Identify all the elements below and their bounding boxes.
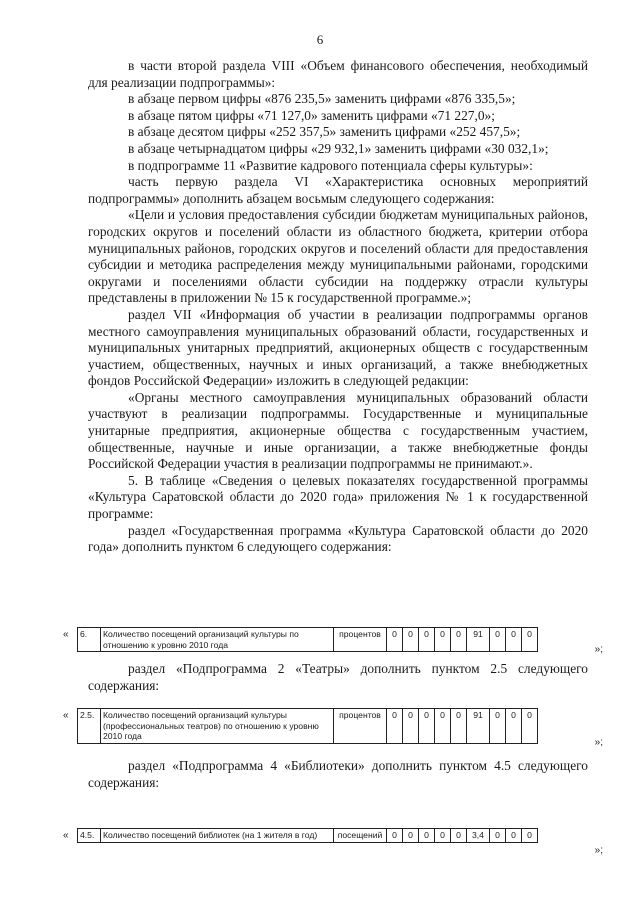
value-cell: 0 xyxy=(506,628,522,652)
table-row xyxy=(78,829,538,843)
close-quote: »; xyxy=(594,644,603,655)
value-cell: 0 xyxy=(403,628,419,652)
indicator-name: Количество посещений библиотек (на 1 жителя в год) xyxy=(101,829,334,843)
paragraph: часть первую раздела VI «Характеристика основных мероприятий подпрограммы» дополнить абзацем восьмым следующего содержания: xyxy=(88,174,588,206)
paragraph: в абзаце четырнадцатом цифры «29 932,1» заменить цифрами «30 032,1»; xyxy=(128,140,549,156)
value-cell: 0 xyxy=(451,829,467,843)
row-number: 6. xyxy=(78,628,101,652)
paragraph: раздел «Подпрограмма 4 «Библиотеки» дополнить пунктом 4.5 следующего содержания: xyxy=(88,758,588,790)
paragraph: в абзаце первом цифры «876 235,5» заменить цифрами «876 335,5»; xyxy=(128,91,516,107)
value-cell: 0 xyxy=(435,709,451,744)
paragraph: в части второй раздела VIII «Объем финансового обеспечения, необходимый для реализации подпрограммы»: xyxy=(88,58,588,90)
open-quote: « xyxy=(63,710,69,721)
row-number: 2.5. xyxy=(78,709,101,744)
unit-cell: посещений xyxy=(334,829,387,843)
value-cell: 0 xyxy=(403,709,419,744)
value-cell: 0 xyxy=(506,829,522,843)
indicator-table-6 xyxy=(63,627,603,655)
indicator-row-table xyxy=(77,627,538,652)
table-row xyxy=(78,709,538,744)
open-quote: « xyxy=(63,629,69,640)
value-cell: 0 xyxy=(490,628,506,652)
value-cell: 0 xyxy=(419,628,435,652)
value-cell: 0 xyxy=(419,709,435,744)
close-quote: »; xyxy=(594,845,603,856)
paragraph: раздел «Государственная программа «Культура Саратовской области до 2020 года» дополнить пунктом 6 следующего содержания: xyxy=(88,522,588,555)
paragraph: раздел VII «Информация об участии в реализации подпрограммы органов местного самоуправления муниципальных образований области, государственных и муниципальных унитарных предприятий, акционерных обществ с государственным участием, общественных, научных и иных организаций, а также внебюджетных фондов Российской Федерации» изложить в следующей редакции: xyxy=(88,306,588,389)
value-cell: 0 xyxy=(435,628,451,652)
indicator-name: Количество посещений организаций культуры по отношению к уровню 2010 года xyxy=(101,628,334,652)
body-text-3 xyxy=(88,758,588,791)
paragraph: раздел «Подпрограмма 2 «Театры» дополнить пунктом 2.5 следующего содержания: xyxy=(88,661,588,693)
indicator-row-table xyxy=(77,708,538,744)
indicator-row-table xyxy=(77,828,538,843)
indicator-table-4-5 xyxy=(63,828,603,856)
paragraph: «Цели и условия предоставления субсидии бюджетам муниципальных районов, городских округов и поселений области из областного бюджета, критерии отбора муниципальных районов, городских округов и поселений области для предоставления субсидии и методика распределения между муниципальными районами, городскими округами и поселениями области субсидии на поддержку отрасли культуры представлены в приложении № 15 к государственной программе.»; xyxy=(88,207,588,306)
page-number: 6 xyxy=(316,32,324,47)
row-number: 4.5. xyxy=(78,829,101,843)
body-text-2 xyxy=(88,661,588,694)
value-cell: 0 xyxy=(435,829,451,843)
value-cell: 0 xyxy=(490,709,506,744)
value-cell: 0 xyxy=(451,628,467,652)
unit-cell: процентов xyxy=(334,628,387,652)
value-cell: 3,4 xyxy=(467,829,490,843)
indicator-name: Количество посещений организаций культуры (профессиональных театров) по отношению к уровню 2010 года xyxy=(101,709,334,744)
body-text xyxy=(88,58,588,556)
value-cell: 0 xyxy=(522,709,538,744)
indicator-table-2-5 xyxy=(63,708,603,748)
value-cell: 0 xyxy=(387,709,403,744)
value-cell: 0 xyxy=(419,829,435,843)
close-quote: »; xyxy=(594,737,603,748)
table-row xyxy=(78,628,538,652)
value-cell: 0 xyxy=(403,829,419,843)
value-cell: 0 xyxy=(490,829,506,843)
value-cell: 0 xyxy=(522,829,538,843)
open-quote: « xyxy=(63,830,69,841)
unit-cell: процентов xyxy=(334,709,387,744)
paragraph: в подпрограмме 11 «Развитие кадрового потенциала сферы культуры»: xyxy=(128,157,533,173)
paragraph: 5. В таблице «Сведения о целевых показателях государственной программы «Культура Саратовской области до 2020 года» приложения № 1 к государственной программе: xyxy=(88,472,588,522)
value-cell: 0 xyxy=(387,628,403,652)
value-cell: 91 xyxy=(467,628,490,652)
paragraph: в абзаце пятом цифры «71 127,0» заменить цифрами «71 227,0»; xyxy=(128,107,495,123)
value-cell: 91 xyxy=(467,709,490,744)
paragraph: в абзаце десятом цифры «252 357,5» заменить цифрами «252 457,5»; xyxy=(128,124,521,140)
value-cell: 0 xyxy=(387,829,403,843)
value-cell: 0 xyxy=(506,709,522,744)
value-cell: 0 xyxy=(522,628,538,652)
value-cell: 0 xyxy=(451,709,467,744)
paragraph: «Органы местного самоуправления муниципальных образований области участвуют в реализации подпрограммы. Государственные и муниципальные унитарные предприятия, акционерные общества с государственным участием, общественные, научные и иные организации, а также внебюджетные фонды Российской Федерации участия в реализации подпрограммы не принимают.». xyxy=(88,389,588,472)
